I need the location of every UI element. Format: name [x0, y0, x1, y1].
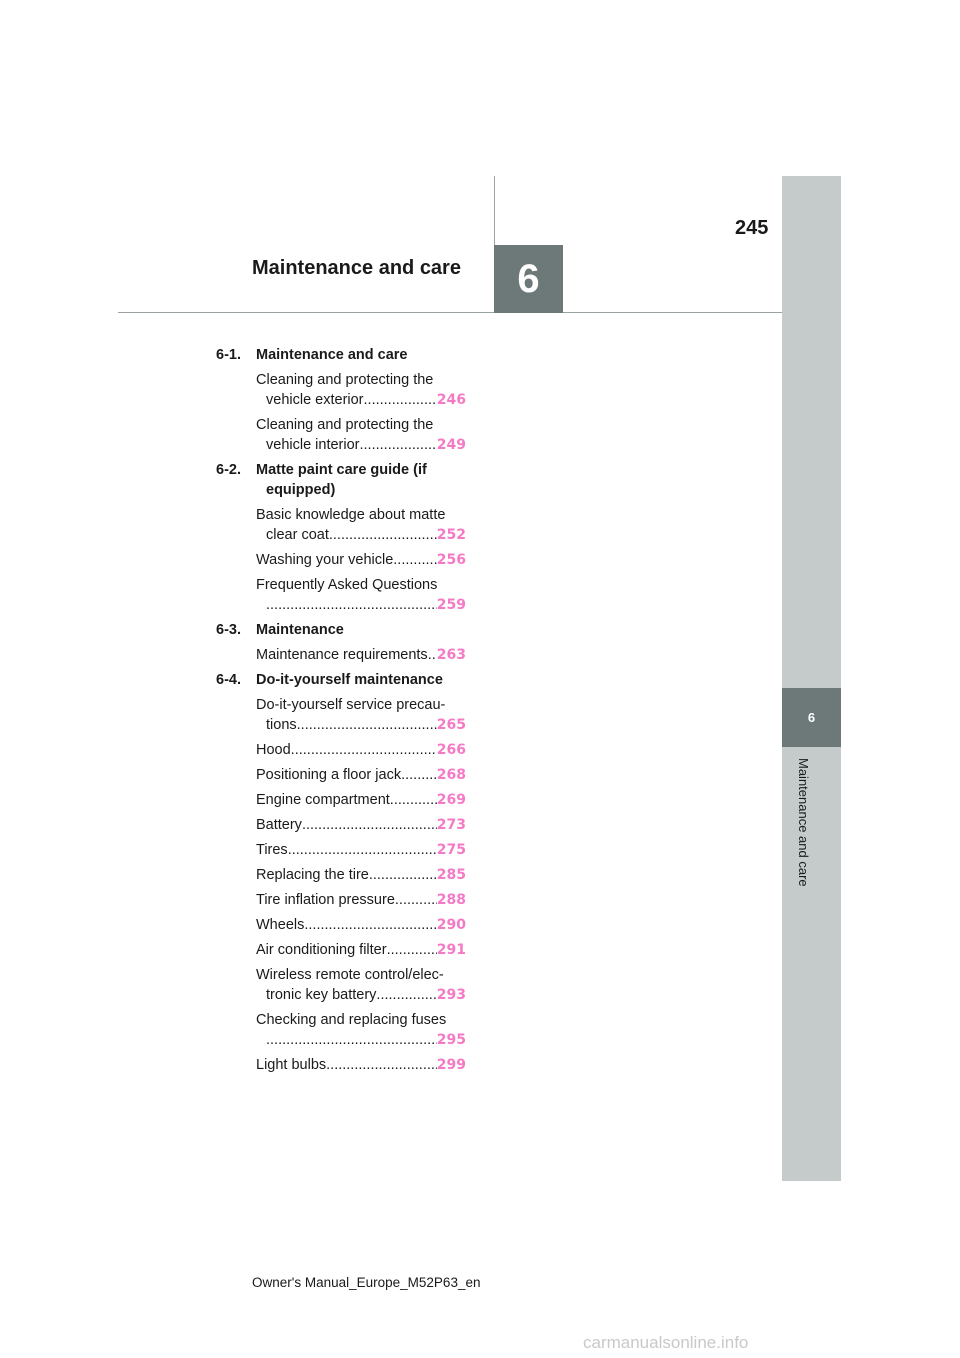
toc-entry[interactable]: [256, 790, 466, 810]
toc-entry[interactable]: [256, 645, 466, 665]
section-title: Do-it-yourself maintenance: [256, 672, 443, 688]
dot-leader: [329, 525, 437, 545]
page-number: 245: [735, 217, 769, 239]
page-link[interactable]: 246: [436, 392, 466, 408]
entry-text: Do-it-yourself service precau-: [256, 697, 446, 713]
section-title: Maintenance: [256, 622, 344, 638]
page-link[interactable]: 252: [436, 527, 466, 543]
page-link[interactable]: 288: [436, 892, 466, 908]
entry-text: Replacing the tire: [256, 867, 369, 883]
dot-leader: [428, 645, 437, 665]
entry-text: Tires: [256, 842, 288, 858]
dot-leader: [393, 550, 436, 570]
section-number: 6-3.: [216, 622, 241, 638]
dot-leader: [369, 865, 437, 885]
header-horizontal-rule: [118, 312, 782, 313]
toc-entry[interactable]: [256, 865, 466, 885]
section-title: Maintenance and care: [256, 347, 408, 363]
page-link[interactable]: 299: [436, 1057, 466, 1073]
chapter-number-box: 6: [494, 245, 563, 313]
dot-leader: [297, 715, 437, 735]
page-link[interactable]: 259: [436, 597, 466, 613]
section-number: 6-4.: [216, 672, 241, 688]
side-chapter-tab: [782, 176, 841, 1181]
page-link[interactable]: 256: [436, 552, 466, 568]
toc-section-6-3: [216, 620, 466, 640]
page-link[interactable]: 266: [436, 742, 466, 758]
section-title: Matte paint care guide (if: [256, 462, 427, 478]
entry-text: Wireless remote control/elec-: [256, 967, 444, 983]
table-of-contents: [216, 345, 466, 1080]
page-link[interactable]: 291: [436, 942, 466, 958]
toc-section-6-2: [216, 460, 466, 500]
section-number: 6-1.: [216, 347, 241, 363]
dot-leader: [302, 815, 437, 835]
page-link[interactable]: 268: [436, 767, 466, 783]
page-link[interactable]: 285: [436, 867, 466, 883]
toc-entry[interactable]: [256, 415, 466, 455]
entry-text: Basic knowledge about matte: [256, 507, 446, 523]
entry-text: Light bulbs: [256, 1057, 327, 1073]
page-link[interactable]: 265: [436, 717, 466, 733]
entry-text: tronic key battery: [266, 987, 377, 1003]
entry-text: Maintenance requirements: [256, 647, 428, 663]
side-tab-label: Maintenance and care: [796, 758, 811, 887]
dot-leader: [364, 390, 437, 410]
toc-section-6-4: [216, 670, 466, 690]
toc-entry[interactable]: [256, 815, 466, 835]
entry-text: Engine compartment: [256, 792, 390, 808]
toc-entry[interactable]: [256, 965, 466, 1005]
entry-text: Battery: [256, 817, 302, 833]
watermark: carmanualsonline.info: [583, 1333, 749, 1352]
entry-text: vehicle exterior: [266, 392, 364, 408]
dot-leader: [390, 790, 437, 810]
section-number: 6-2.: [216, 462, 241, 478]
toc-entry[interactable]: [256, 740, 466, 760]
toc-entry[interactable]: [256, 370, 466, 410]
toc-entry[interactable]: [256, 890, 466, 910]
toc-section-6-1: [216, 345, 466, 365]
page-link[interactable]: 290: [436, 917, 466, 933]
page-link[interactable]: 273: [436, 817, 466, 833]
toc-entry[interactable]: [256, 940, 466, 960]
entry-text: Frequently Asked Questions: [256, 577, 438, 593]
chapter-title: Maintenance and care: [252, 257, 461, 279]
section-title-continued: equipped): [266, 482, 336, 498]
entry-text: Hood: [256, 742, 291, 758]
side-tab-number: 6: [782, 688, 841, 747]
entry-text: Tire inflation pressure: [256, 892, 395, 908]
dot-leader: [266, 1030, 437, 1050]
dot-leader: [291, 740, 437, 760]
dot-leader: [326, 1055, 437, 1075]
page-link[interactable]: 263: [436, 647, 466, 663]
page-link[interactable]: 249: [436, 437, 466, 453]
entry-text: Positioning a floor jack: [256, 767, 402, 783]
entry-text: Wheels: [256, 917, 305, 933]
dot-leader: [304, 915, 436, 935]
toc-entry[interactable]: [256, 1055, 466, 1075]
entry-text: tions: [266, 717, 297, 733]
entry-text: Checking and replacing fuses: [256, 1012, 447, 1028]
toc-entry[interactable]: [256, 575, 466, 615]
toc-entry[interactable]: [256, 505, 466, 545]
entry-text: Cleaning and protecting the: [256, 417, 434, 433]
page-link[interactable]: 293: [436, 987, 466, 1003]
page-link[interactable]: 269: [436, 792, 466, 808]
dot-leader: [288, 840, 437, 860]
entry-text: vehicle interior: [266, 437, 360, 453]
toc-entry[interactable]: [256, 915, 466, 935]
page-link[interactable]: 275: [436, 842, 466, 858]
header-vertical-rule: [494, 176, 495, 246]
toc-entry[interactable]: [256, 695, 466, 735]
entry-text: clear coat: [266, 527, 329, 543]
toc-entry[interactable]: [256, 1010, 466, 1050]
toc-entry[interactable]: [256, 765, 466, 785]
dot-leader: [360, 435, 437, 455]
dot-leader: [376, 985, 436, 1005]
toc-entry[interactable]: [256, 550, 466, 570]
entry-text: Air conditioning filter: [256, 942, 387, 958]
dot-leader: [387, 940, 437, 960]
dot-leader: [401, 765, 437, 785]
toc-entry[interactable]: [256, 840, 466, 860]
entry-text: Washing your vehicle: [256, 552, 394, 568]
page-link[interactable]: 295: [436, 1032, 466, 1048]
dot-leader: [266, 595, 437, 615]
manual-footer: Owner's Manual_Europe_M52P63_en: [252, 1275, 481, 1290]
entry-text: Cleaning and protecting the: [256, 372, 434, 388]
dot-leader: [395, 890, 437, 910]
